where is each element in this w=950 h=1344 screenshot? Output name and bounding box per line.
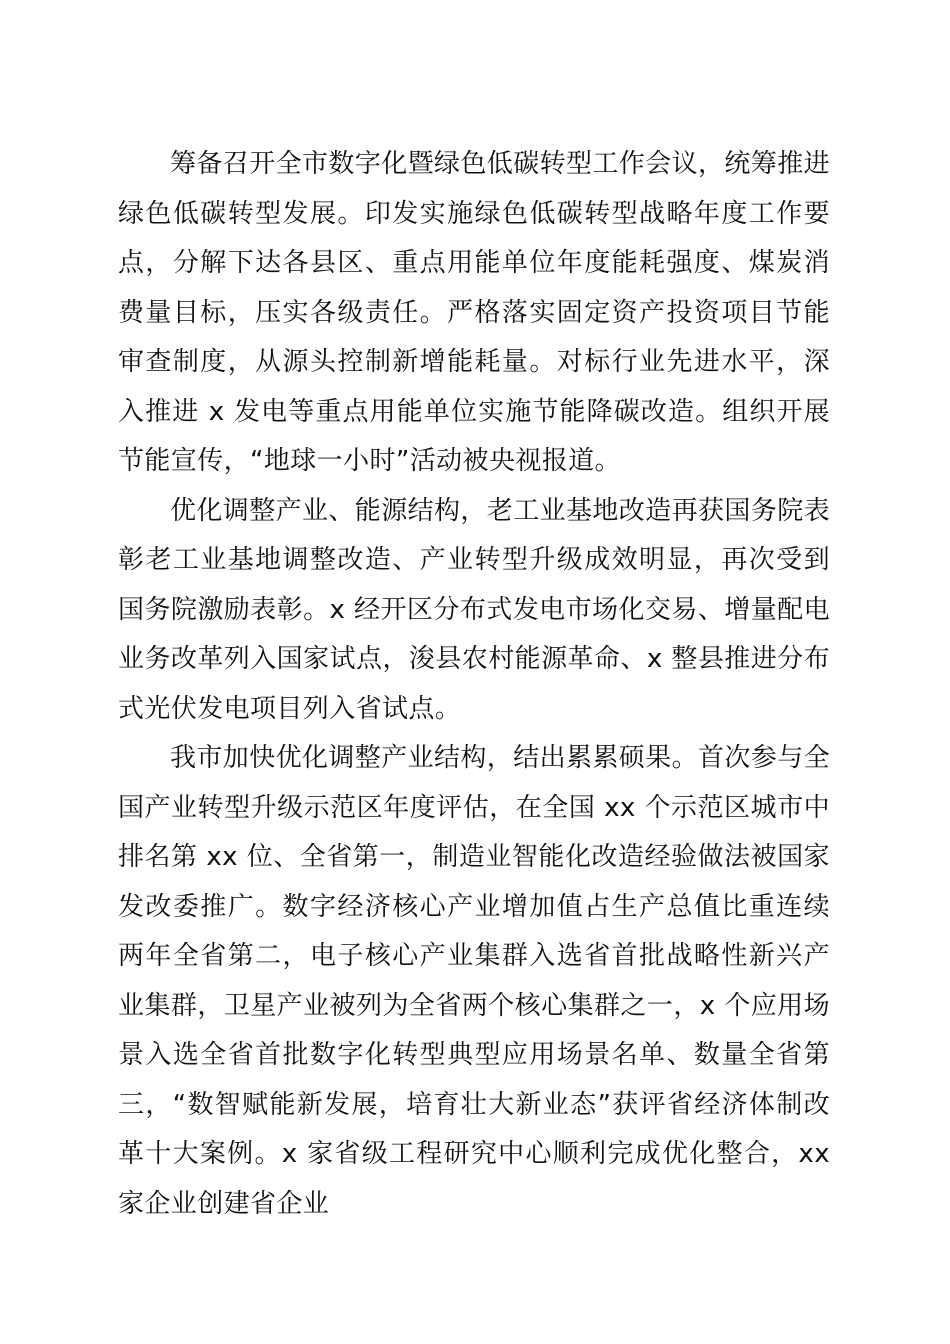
document-body — [118, 140, 830, 1229]
paragraph-green-low-carbon: 筹备召开全市数字化暨绿色低碳转型工作会议，统筹推进绿色低碳转型发展。印发实施绿色低碳转型战略年度工作要点，分解下达各县区、重点用能单位年度能耗强度、煤炭消费量目标，压实各级责任。严格落实固定资产投资项目节能审查制度，从源头控制新增能耗量。对标行业先进水平，深入推进 x 发电等重点用能单位实施节能降碳改造。组织开展节能宣传，“地球一小时”活动被央视报道。 — [118, 149, 831, 476]
paragraph-industry-energy-structure: 优化调整产业、能源结构，老工业基地改造再获国务院表彰老工业基地调整改造、产业转型升级成效明显，再次受到国务院激励表彰。x 经开区分布式发电市场化交易、增量配电业务改革列入国家试点，浚县农村能源革命、x 整县推进分布式光伏发电项目列入省试点。 — [118, 495, 831, 724]
paragraph-industrial-structure-results: 我市加快优化调整产业结构，结出累累硕果。首次参与全国产业转型升级示范区年度评估，在全国 xx 个示范区城市中排名第 xx 位、全省第一，制造业智能化改造经验做法被国家发改委推广。数字经济核心产业增加值占生产总值比重连续两年全省第二，电子核心产业集群入选省首批战略性新兴产业集群，卫星产业被列为全省两个核心集群之一，x 个应用场景入选全省首批数字化转型典型应用场景名单、数量全省第三，“数智赋能新发展，培育壮大新业态”获评省经济体制改革十大案例。x 家省级工程研究中心顺利完成优化整合，xx 家企业创建省企业 — [118, 743, 831, 1219]
